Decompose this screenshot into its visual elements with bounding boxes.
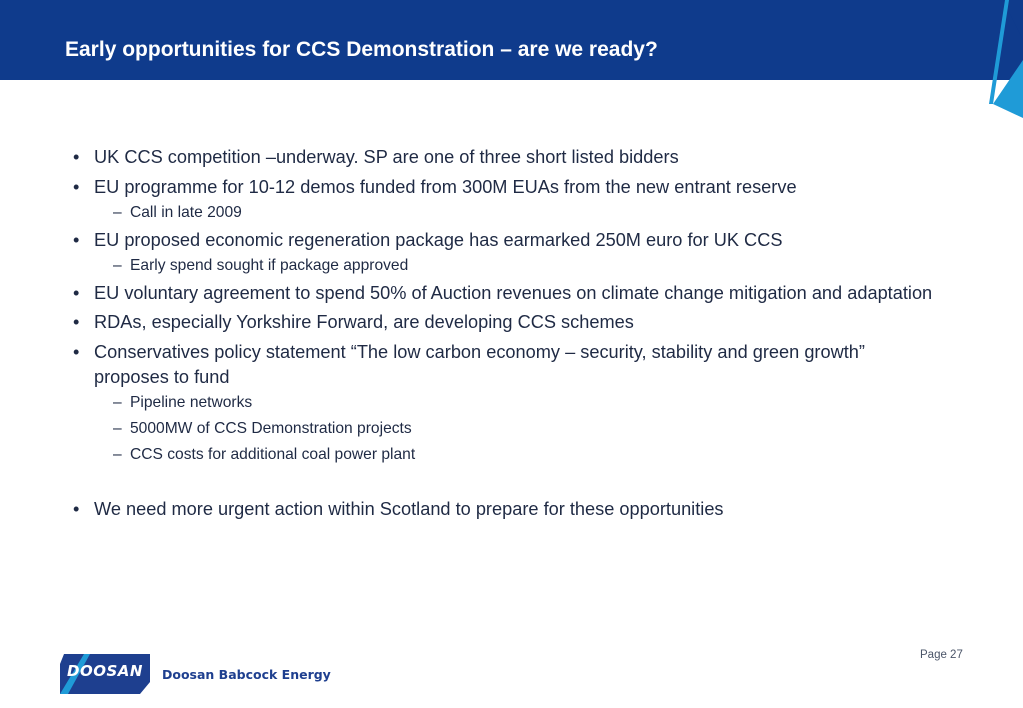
sub-bullet-item <box>94 255 942 276</box>
sub-bullet-dash: – <box>113 445 122 463</box>
bullet-text: EU voluntary agreement to spend 50% of Auction revenues on climate change mitigation and adaptation <box>94 282 933 303</box>
bullet-spacer <box>72 470 942 497</box>
sub-bullet-text: 5000MW of CCS Demonstration projects <box>130 419 412 437</box>
bullet-item <box>72 281 942 306</box>
sub-bullet-list <box>94 255 942 276</box>
bullet-item <box>72 497 942 522</box>
bullet-text: We need more urgent action within Scotland to prepare for these opportunities <box>94 498 724 519</box>
sub-bullet-list <box>94 202 942 223</box>
company-name: Doosan Babcock Energy <box>162 667 331 682</box>
sub-bullet-item <box>94 418 942 439</box>
bullet-text: Conservatives policy statement “The low carbon economy – security, stability and green growth” proposes to fund <box>94 341 865 387</box>
sub-bullet-item <box>94 392 942 413</box>
bullet-list <box>72 145 942 526</box>
bullet-item <box>72 228 942 276</box>
bullet-dot: • <box>73 282 80 303</box>
bullet-dot: • <box>73 147 80 167</box>
sub-bullet-dash: – <box>113 419 122 437</box>
header-bar <box>0 0 1023 80</box>
sub-bullet-dash: – <box>113 256 122 274</box>
bullet-text: UK CCS competition –underway. SP are one of three short listed bidders <box>94 147 679 167</box>
bullet-dot: • <box>73 176 80 197</box>
sub-bullet-list <box>94 392 942 465</box>
bullet-text: EU proposed economic regeneration package has earmarked 250M euro for UK CCS <box>94 229 783 250</box>
bullet-item <box>72 340 942 465</box>
bullet-item <box>72 175 942 223</box>
sub-bullet-text: Call in late 2009 <box>130 203 242 221</box>
sub-bullet-text: Pipeline networks <box>130 393 253 411</box>
sub-bullet-text: Early spend sought if package approved <box>130 256 409 274</box>
bullet-dot: • <box>73 341 80 362</box>
sub-bullet-item <box>94 202 942 223</box>
bullet-dot: • <box>73 498 80 519</box>
page-number: Page 27 <box>920 649 963 661</box>
bullet-text: EU programme for 10-12 demos funded from 300M EUAs from the new entrant reserve <box>94 176 797 197</box>
sub-bullet-dash: – <box>113 393 122 411</box>
doosan-logo <box>60 654 150 694</box>
bullet-item <box>72 145 942 170</box>
sub-bullet-dash: – <box>113 203 122 221</box>
logo-wordmark: DOOSAN <box>67 662 143 680</box>
slide-title: Early opportunities for CCS Demonstration – are we ready? <box>65 38 658 61</box>
bullet-text: RDAs, especially Yorkshire Forward, are developing CCS schemes <box>94 312 634 332</box>
bullet-dot: • <box>73 229 80 250</box>
bullet-item <box>72 310 942 335</box>
corner-accent-graphic <box>985 0 1023 118</box>
sub-bullet-text: CCS costs for additional coal power plant <box>130 445 416 463</box>
bullet-dot: • <box>73 312 80 332</box>
sub-bullet-item <box>94 444 942 465</box>
